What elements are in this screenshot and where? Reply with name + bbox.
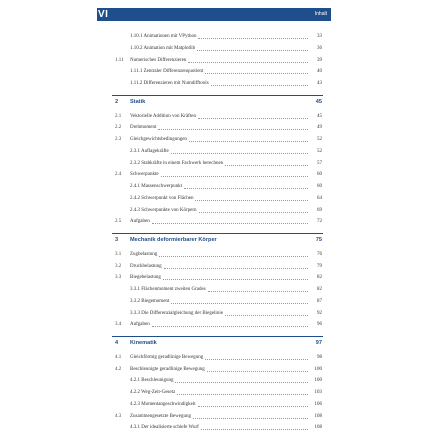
toc-title: Mechanik deformierbarer Körper [130,237,217,243]
toc-entry[interactable] [112,366,322,374]
toc-page: 100 [314,378,322,384]
toc-leader [158,129,308,130]
toc-leader [225,315,308,316]
toc-page: 64 [317,195,322,201]
toc-entry[interactable] [112,274,322,282]
toc-entry[interactable] [112,413,322,421]
toc-page: 75 [315,237,322,243]
toc-title: Schwerpunkte [130,172,159,178]
toc-entry[interactable] [112,113,322,121]
toc-title: 1.10.1 Animationen mit VPython [130,34,197,39]
toc-page: 103 [314,390,322,395]
toc-number: 2.5 [115,219,122,225]
toc-page: 98 [317,354,322,360]
toc-title: Zugbelastung [130,251,158,257]
toc-leader [208,291,308,292]
page-header [0,0,425,26]
toc-title: 3.3.1 Flächenmoment zweiten Grades [130,287,206,292]
toc-page: 52 [317,137,322,142]
toc-entry[interactable] [112,389,322,397]
toc-title: 1.11.1 Zentraler Differenzenquotient [130,69,204,75]
toc-chapter[interactable] [112,98,322,106]
toc-entry[interactable] [112,321,322,329]
toc-title: Zusammengesetzte Bewegung [130,413,191,419]
toc-page: 49 [317,125,322,131]
toc-leader [199,212,308,213]
toc-page: 45 [317,113,322,119]
toc-page: 100 [314,366,322,372]
toc-page: 92 [317,310,322,316]
toc-leader [198,406,308,407]
toc-entry[interactable] [112,57,322,65]
toc-title: Vektorielle Addition von Kräften [130,113,196,119]
toc-title: Aufgaben [130,219,150,225]
toc-title: Druckbelastung [130,263,162,269]
toc-entry[interactable] [112,160,322,168]
toc-entry[interactable] [112,68,322,76]
toc-page: 97 [315,340,322,346]
toc-page: 108 [314,425,322,431]
toc-leader [175,382,308,383]
toc-entry[interactable] [112,45,322,53]
toc-leader [195,200,308,201]
toc-number: 3.4 [115,322,122,328]
toc-entry[interactable] [112,251,322,259]
toc-entry[interactable] [112,183,322,191]
toc-title: Gleichförmig geradlinige Bewegung [130,354,204,360]
toc-entry[interactable] [112,148,322,156]
toc-chapter[interactable] [112,236,322,244]
toc-page: 60 [317,172,322,178]
toc-title: 4.3.1 Der idealisierte schiefe Wurf [130,425,199,431]
toc-title: 4.2.2 Weg-Zeit-Gesetz [130,390,176,395]
toc-leader [152,223,308,224]
toc-page: 96 [317,322,322,328]
toc-entry[interactable] [112,377,322,385]
toc-leader [188,62,308,63]
toc-page: 82 [317,287,322,292]
toc-entry[interactable] [112,80,322,88]
header-bar [97,8,331,21]
toc-title: 4.2.3 Momentangeschwindigkeit [130,401,196,407]
toc-number: 2.3 [115,137,122,142]
toc-entry[interactable] [112,263,322,271]
toc-leader [197,50,308,51]
toc-page: 106 [314,401,322,407]
toc-number: 2 [115,98,119,105]
toc-page: 36 [317,45,322,51]
toc-title: Statik [130,98,146,105]
toc-number: 2.2 [115,125,122,131]
toc-leader [189,141,308,142]
toc-title: 2.4.1 Massenschwerpunkt [130,184,183,189]
toc-page: 108 [314,413,322,419]
toc-page: 45 [315,98,322,105]
toc-leader [177,394,308,395]
toc-leader [205,73,308,74]
toc-title: Biegebelastung [130,275,161,281]
toc-entry[interactable] [112,401,322,409]
toc-entry[interactable] [112,124,322,132]
toc-title: 1.11.2 Differenzieren mit Numdifftools [130,81,209,86]
toc-title: 3.3.3 Die Differenzialgleichung der Biegelinie [130,310,223,316]
toc-page: 39 [317,57,322,63]
toc-entry[interactable] [112,33,322,41]
toc-leader [225,165,308,166]
toc-entry[interactable] [112,207,322,215]
toc-entry[interactable] [112,354,322,362]
toc-page: 43 [317,81,322,86]
toc-page: 33 [317,34,322,39]
toc-number: 4.1 [115,354,122,360]
toc-leader [159,256,308,257]
toc-number: 4.3 [115,413,122,419]
toc-leader [193,418,308,419]
toc-number: 2.1 [115,113,122,119]
toc-title: 2.3.2 Stabkräfte in einem Fachwerk berechnen [130,160,224,166]
chapter-divider [112,233,323,234]
toc-title: 2.4.2 Schwerpunkt von Flächen [130,195,194,201]
toc-leader [164,268,308,269]
toc-title: Kinematik [130,340,157,346]
toc-number: 3.2 [115,263,122,269]
chapter-divider [112,95,323,96]
chapter-divider [112,336,323,337]
toc-title: 2.3.1 Auflagekräfte [130,148,169,154]
toc-entry[interactable] [112,286,322,294]
toc-leader [171,303,308,304]
toc-page: 79 [317,263,322,269]
toc-entry[interactable] [112,310,322,318]
toc-entry[interactable] [112,195,322,203]
toc-number: 3.3 [115,275,122,281]
toc-title: Aufgaben [130,322,150,328]
toc-title: Numerisches Differenzieren [130,57,187,63]
toc-title: 2.4.3 Schwerpunkte von Körpern [130,207,197,213]
toc-number: 1.11 [115,57,124,63]
toc-leader [207,371,308,372]
toc-leader [198,38,308,39]
toc-leader [205,359,308,360]
toc-title: 4.2.1 Beschleunigung [130,378,174,384]
toc-chapter[interactable] [112,339,322,347]
toc-number: 2.4 [115,172,122,178]
toc-leader [198,118,308,119]
toc-entry[interactable] [112,424,322,432]
toc-page: 69 [317,207,322,213]
toc-page: 82 [317,275,322,281]
toc-entry[interactable] [112,171,322,179]
toc-page: 76 [317,251,322,257]
toc-title: 1.10.2 Animation mit Matplotlib [130,45,196,51]
toc-leader [171,153,308,154]
toc-number: 3.1 [115,251,122,257]
toc-entry[interactable] [112,298,322,306]
toc-page: 72 [317,219,322,225]
toc-leader [184,188,308,189]
toc-leader [201,429,308,430]
toc-title: Beschleunigte geradlinige Bewegung [130,366,205,372]
toc-leader [152,326,308,327]
toc-number: 3 [115,237,119,243]
toc-title: Drehmoment [130,125,157,131]
toc-number: 4.2 [115,366,122,372]
toc-page: 57 [317,160,322,166]
section-label: Inhalt [314,11,327,17]
toc-leader [163,279,308,280]
toc-leader [161,176,308,177]
toc-page: 52 [317,148,322,154]
page-number: VI [98,9,109,20]
toc-title: 3.3.2 Biegemoment [130,298,170,304]
toc-page: 60 [317,184,322,189]
toc-leader [211,85,308,86]
toc-entry[interactable] [112,218,322,226]
toc-page: 87 [317,298,322,304]
toc-page: 40 [317,69,322,75]
toc-title: Gleichgewichtsbedingungen [130,137,187,142]
toc-number: 4 [115,340,119,346]
toc-entry[interactable] [112,136,322,144]
